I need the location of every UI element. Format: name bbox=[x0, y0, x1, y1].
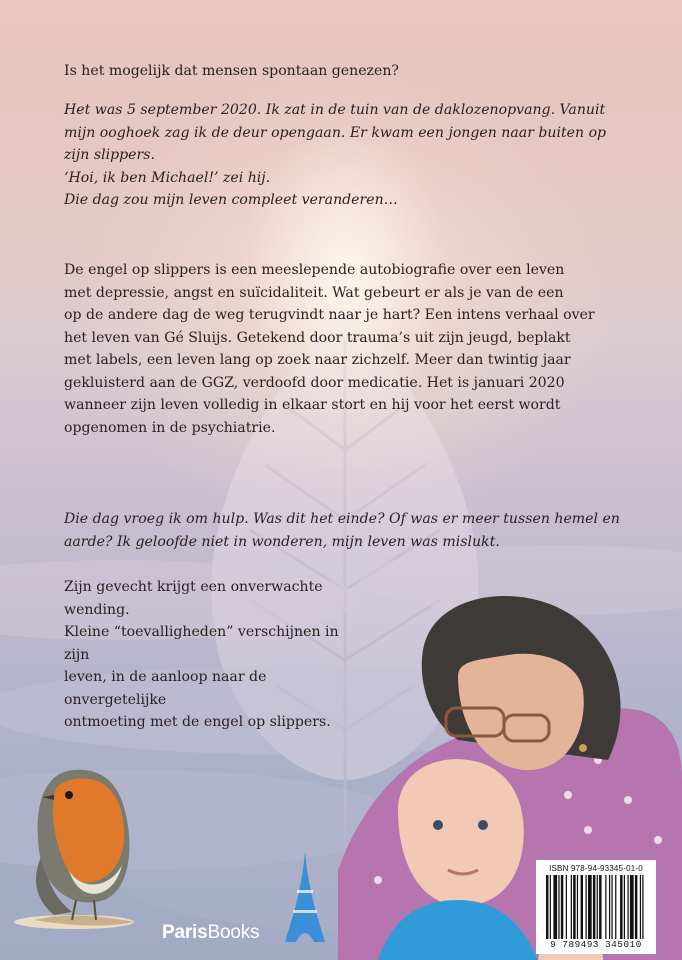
eiffel-tower-icon bbox=[284, 852, 326, 942]
closing-line: ontmoeting met de engel op slippers. bbox=[64, 714, 331, 730]
summary-line: De engel op slippers is een meeslepende autobiografie over een leven bbox=[64, 262, 565, 278]
excerpt-line: ‘Hoi, ik ben Michael!’ zei hij. bbox=[64, 169, 271, 186]
barcode-bar bbox=[599, 875, 601, 939]
summary-line: opgenomen in de psychiatrie. bbox=[64, 419, 276, 436]
quote-paragraph bbox=[64, 508, 624, 553]
excerpt-line: zijn slippers. bbox=[64, 147, 155, 163]
barcode-bar bbox=[635, 875, 637, 939]
barcode-bar bbox=[611, 875, 612, 939]
barcode-digits: 9 789493 345010 bbox=[550, 939, 642, 950]
publisher-name-bold: Paris bbox=[162, 922, 208, 943]
barcode-bar bbox=[588, 875, 592, 939]
excerpt-line: Het was 5 september 2020. Ik zat in de tuin van de daklozenopvang. Vanuit bbox=[64, 102, 606, 118]
closing-line: Zijn gevecht krijgt een onverwachte wending. bbox=[64, 579, 323, 618]
barcode-bar bbox=[642, 875, 643, 939]
publisher-logo bbox=[162, 918, 259, 948]
summary-line: wanneer zijn leven volledig in elkaar stort en hij voor het eerst wordt bbox=[64, 397, 561, 413]
barcode-bars bbox=[546, 875, 646, 939]
excerpt-paragraph bbox=[64, 99, 624, 212]
summary-line: met depressie, angst en suïcidaliteit. Wat gebeurt er als je van de een bbox=[64, 284, 564, 301]
quote-line: aarde? Ik geloofde niet in wonderen, mijn leven was mislukt. bbox=[64, 533, 500, 550]
quote-line: Die dag vroeg ik om hulp. Was dit het einde? Of was er meer tussen hemel en bbox=[64, 511, 620, 527]
barcode-bar bbox=[546, 875, 548, 939]
barcode-bar bbox=[624, 875, 625, 939]
closing-line: Kleine “toevalligheden” verschijnen in zijn bbox=[64, 624, 339, 663]
barcode-bar bbox=[593, 875, 595, 939]
closing-line: leven, in de aanloop naar de onvergetelijke bbox=[64, 669, 267, 708]
barcode-bar bbox=[609, 875, 610, 939]
barcode-bar bbox=[571, 875, 572, 939]
isbn-barcode bbox=[536, 860, 656, 954]
excerpt-line: mijn ooghoek zag ik de deur opengaan. Er kwam een jongen naar buiten op bbox=[64, 124, 607, 141]
summary-line: met labels, een leven lang op zoek naar zichzelf. Meer dan twintig jaar bbox=[64, 352, 571, 368]
intro-question: Is het mogelijk dat mensen spontaan genezen? bbox=[64, 63, 399, 79]
barcode-bar bbox=[615, 875, 616, 939]
closing-paragraph bbox=[64, 576, 344, 734]
summary-paragraph bbox=[64, 259, 624, 439]
barcode-bar bbox=[561, 875, 563, 939]
barcode-bar bbox=[581, 875, 583, 939]
summary-line: het leven van Gé Sluijs. Getekend door trauma’s uit zijn jeugd, beplakt bbox=[64, 329, 571, 346]
barcode-bar bbox=[605, 875, 606, 939]
summary-line: gekluisterd aan de GGZ, verdoofd door medicatie. Het is januari 2020 bbox=[64, 374, 565, 391]
isbn-label: ISBN 978-94-93345-01-0 bbox=[549, 864, 643, 873]
barcode-bar bbox=[620, 875, 622, 939]
barcode-bar bbox=[550, 875, 551, 939]
barcode-bar bbox=[558, 875, 559, 939]
barcode-bar bbox=[566, 875, 567, 939]
barcode-bar bbox=[553, 875, 557, 939]
barcode-bar bbox=[597, 875, 598, 939]
publisher-name-regular: Books bbox=[207, 922, 260, 943]
barcode-bar bbox=[627, 875, 628, 939]
barcode-bar bbox=[573, 875, 575, 939]
barcode-bar bbox=[630, 875, 634, 939]
barcode-bar bbox=[577, 875, 578, 939]
barcode-bar bbox=[586, 875, 587, 939]
excerpt-line: Die dag zou mijn leven compleet veranderen… bbox=[64, 192, 398, 208]
summary-line: op de andere dag de weg terugvindt naar je hart? Een intens verhaal over bbox=[64, 307, 595, 323]
barcode-bar bbox=[640, 875, 641, 939]
robin-bird-illustration bbox=[14, 740, 164, 940]
